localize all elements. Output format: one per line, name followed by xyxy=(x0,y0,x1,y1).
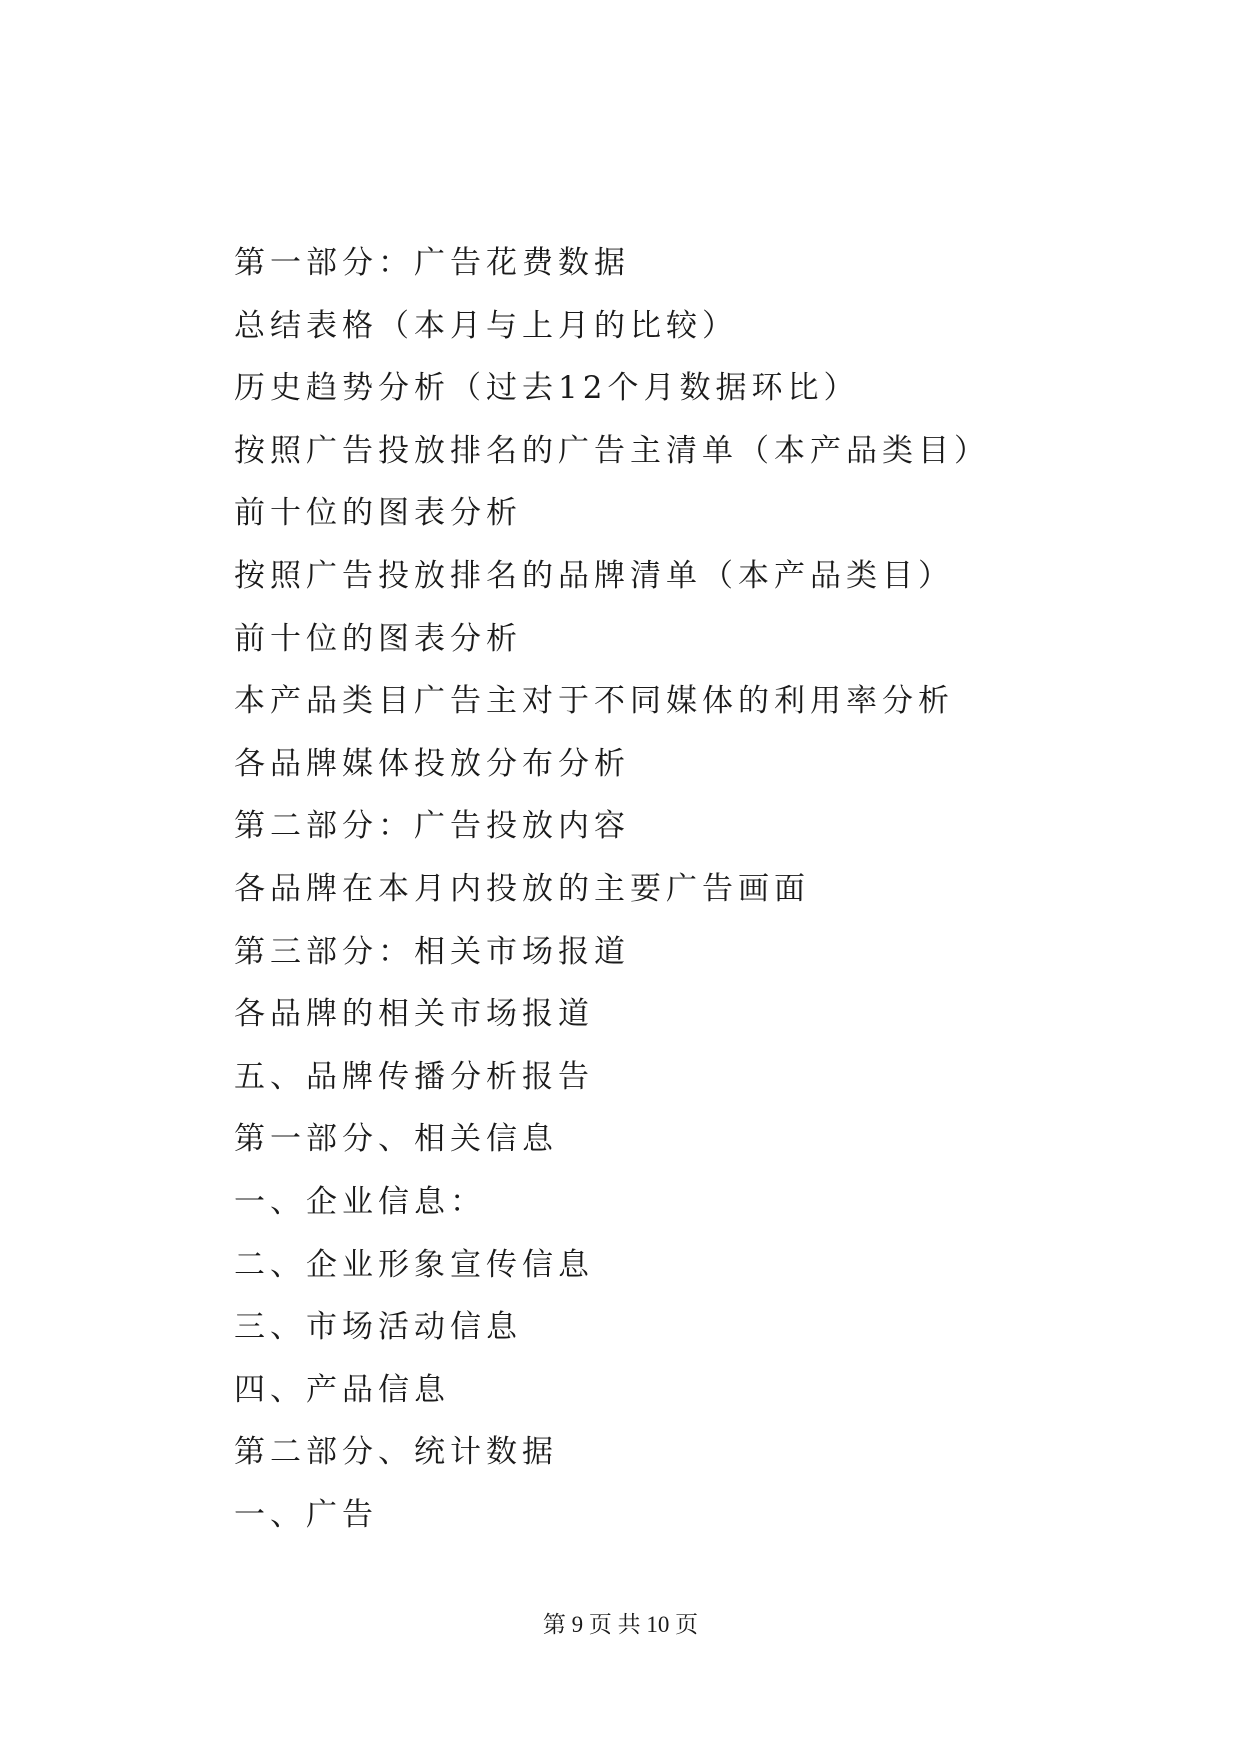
list-item: 按照广告投放排名的广告主清单（本产品类目） xyxy=(234,432,990,469)
list-item: 各品牌的相关市场报道 xyxy=(234,996,594,1033)
page-number-footer: 第 9 页 共 10 页 xyxy=(542,1612,699,1637)
list-item: 一、企业信息： xyxy=(234,1183,486,1220)
list-item: 四、产品信息 xyxy=(234,1371,450,1408)
heading-brand-communication-report: 五、品牌传播分析报告 xyxy=(234,1058,594,1095)
heading-part-two-ad-content: 第二部分：广告投放内容 xyxy=(234,808,630,845)
list-item: 本产品类目广告主对于不同媒体的利用率分析 xyxy=(234,683,954,720)
heading-part-one-ad-spend: 第一部分：广告花费数据 xyxy=(234,245,630,281)
heading-part-two-statistics: 第二部分、统计数据 xyxy=(234,1434,558,1471)
list-item: 三、市场活动信息 xyxy=(234,1309,522,1346)
document-body xyxy=(234,232,1134,1546)
list-item: 历史趋势分析（过去12个月数据环比） xyxy=(234,370,860,407)
heading-part-three-market-reports: 第三部分：相关市场报道 xyxy=(234,933,630,970)
list-item: 各品牌媒体投放分布分析 xyxy=(234,745,630,782)
list-item: 前十位的图表分析 xyxy=(234,495,522,532)
heading-part-one-related-info: 第一部分、相关信息 xyxy=(234,1121,558,1158)
list-item: 各品牌在本月内投放的主要广告画面 xyxy=(234,870,810,907)
list-item: 前十位的图表分析 xyxy=(234,620,522,657)
list-item: 一、广告 xyxy=(234,1496,378,1533)
list-item: 二、企业形象宣传信息 xyxy=(234,1246,594,1283)
list-item: 总结表格（本月与上月的比较） xyxy=(234,307,738,344)
list-item: 按照广告投放排名的品牌清单（本产品类目） xyxy=(234,557,954,594)
